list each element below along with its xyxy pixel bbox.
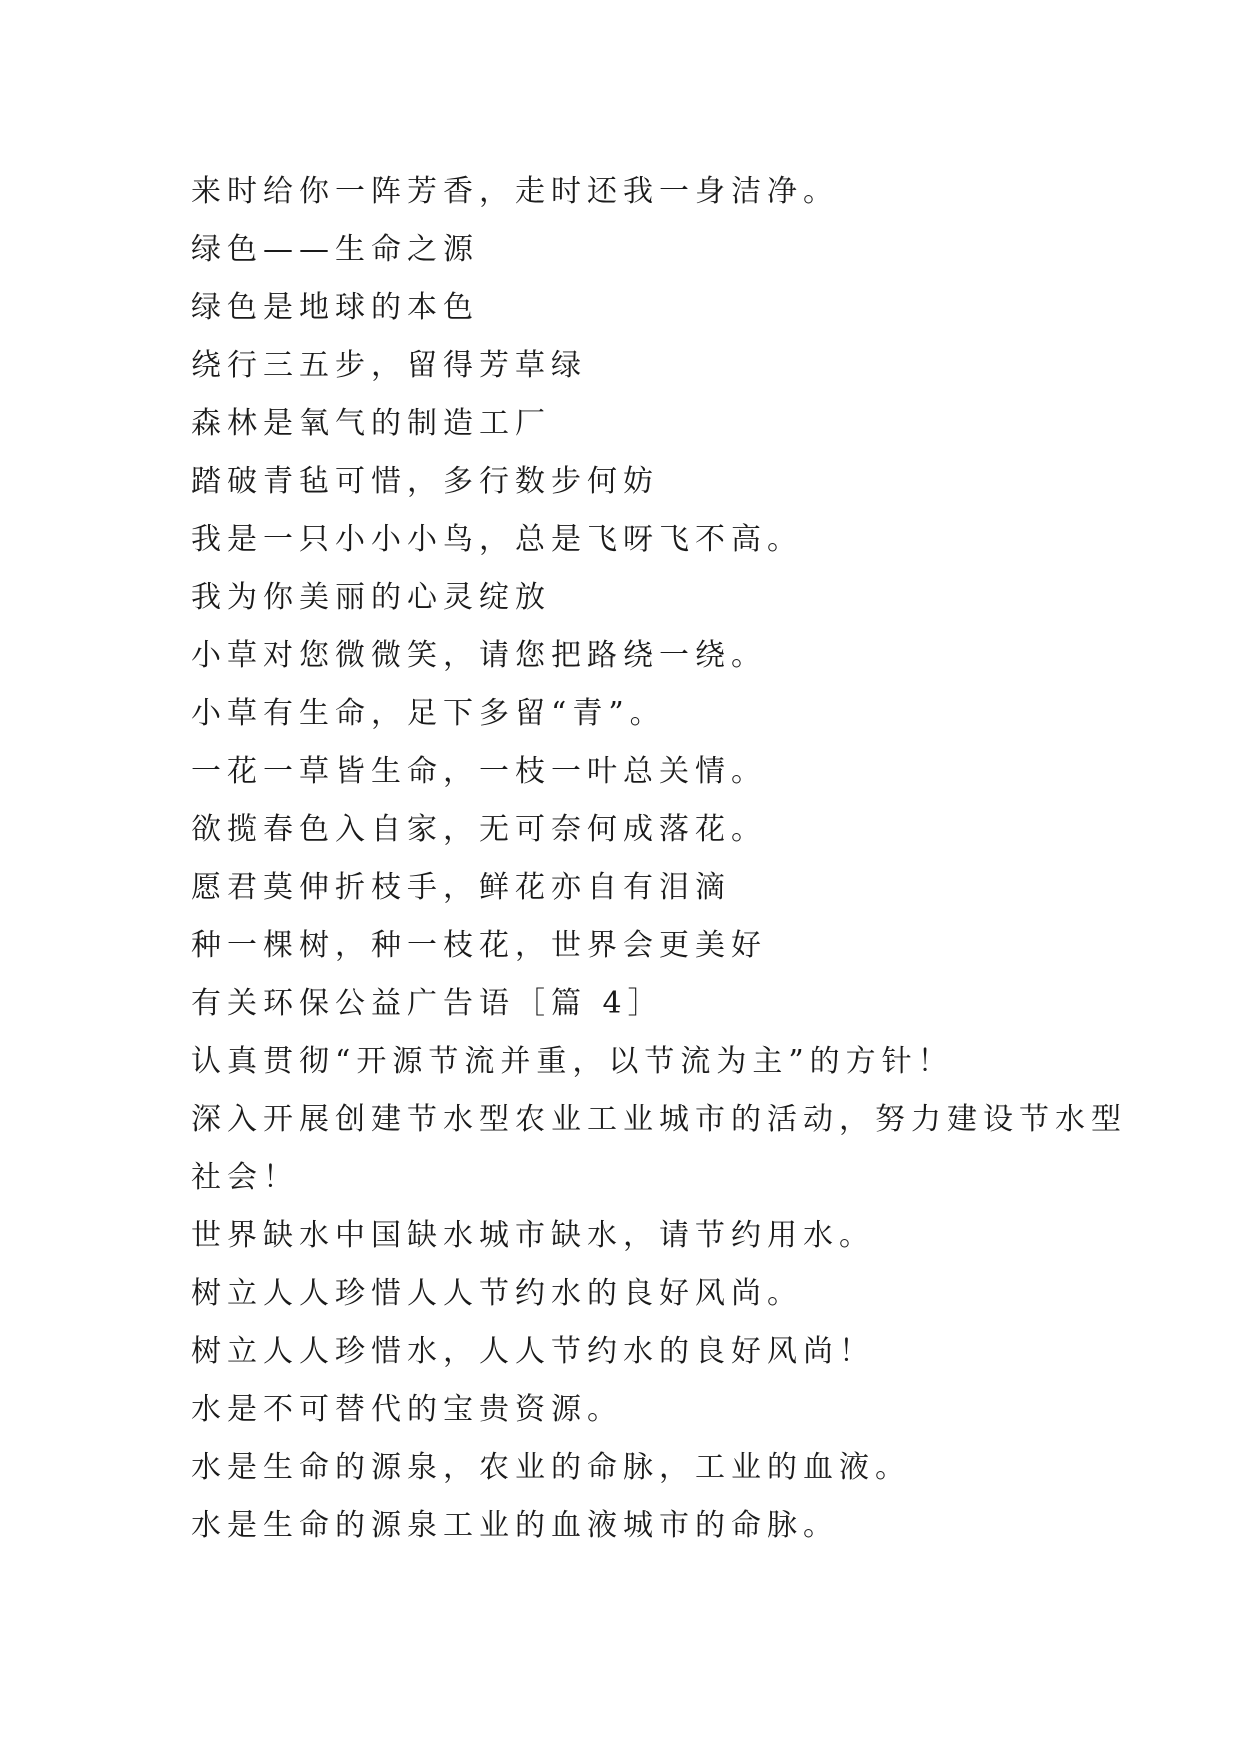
document-body xyxy=(191,163,1127,1555)
text-line: 踏破青毡可惜，多行数步何妨 xyxy=(191,464,659,499)
text-line: 我是一只小小小鸟，总是飞呀飞不高。 xyxy=(191,522,803,557)
text-line: 种一棵树，种一枝花，世界会更美好 xyxy=(191,928,767,963)
text-line: 小草对您微微笑，请您把路绕一绕。 xyxy=(191,638,767,673)
text-line: 水是生命的源泉，农业的命脉，工业的血液。 xyxy=(191,1450,911,1485)
text-line: 欲揽春色入自家，无可奈何成落花。 xyxy=(191,812,767,847)
text-line: 水是生命的源泉工业的血液城市的命脉。 xyxy=(191,1508,839,1543)
section-heading: 有关环保公益广告语［篇 4］ xyxy=(191,986,664,1021)
text-line: 绿色——生命之源 xyxy=(191,232,479,267)
text-line: 小草有生命，足下多留“青”。 xyxy=(191,696,666,731)
text-line: 认真贯彻“开源节流并重，以节流为主”的方针！ xyxy=(191,1044,954,1079)
text-line: 树立人人珍惜人人节约水的良好风尚。 xyxy=(191,1276,803,1311)
text-line: 一花一草皆生命，一枝一叶总关情。 xyxy=(191,754,767,789)
text-line: 来时给你一阵芳香，走时还我一身洁净。 xyxy=(191,174,839,209)
text-line: 绕行三五步，留得芳草绿 xyxy=(191,348,587,383)
text-line: 愿君莫伸折枝手，鲜花亦自有泪滴 xyxy=(191,870,731,905)
text-line: 森林是氧气的制造工厂 xyxy=(191,406,551,441)
text-line: 世界缺水中国缺水城市缺水，请节约用水。 xyxy=(191,1218,875,1253)
text-line: 树立人人珍惜水，人人节约水的良好风尚！ xyxy=(191,1334,875,1369)
text-line: 绿色是地球的本色 xyxy=(191,290,479,325)
text-line: 我为你美丽的心灵绽放 xyxy=(191,580,551,615)
text-line: 社会！ xyxy=(191,1160,299,1195)
text-line: 深入开展创建节水型农业工业城市的活动，努力建设节水型 xyxy=(191,1102,1127,1137)
text-line: 水是不可替代的宝贵资源。 xyxy=(191,1392,623,1427)
